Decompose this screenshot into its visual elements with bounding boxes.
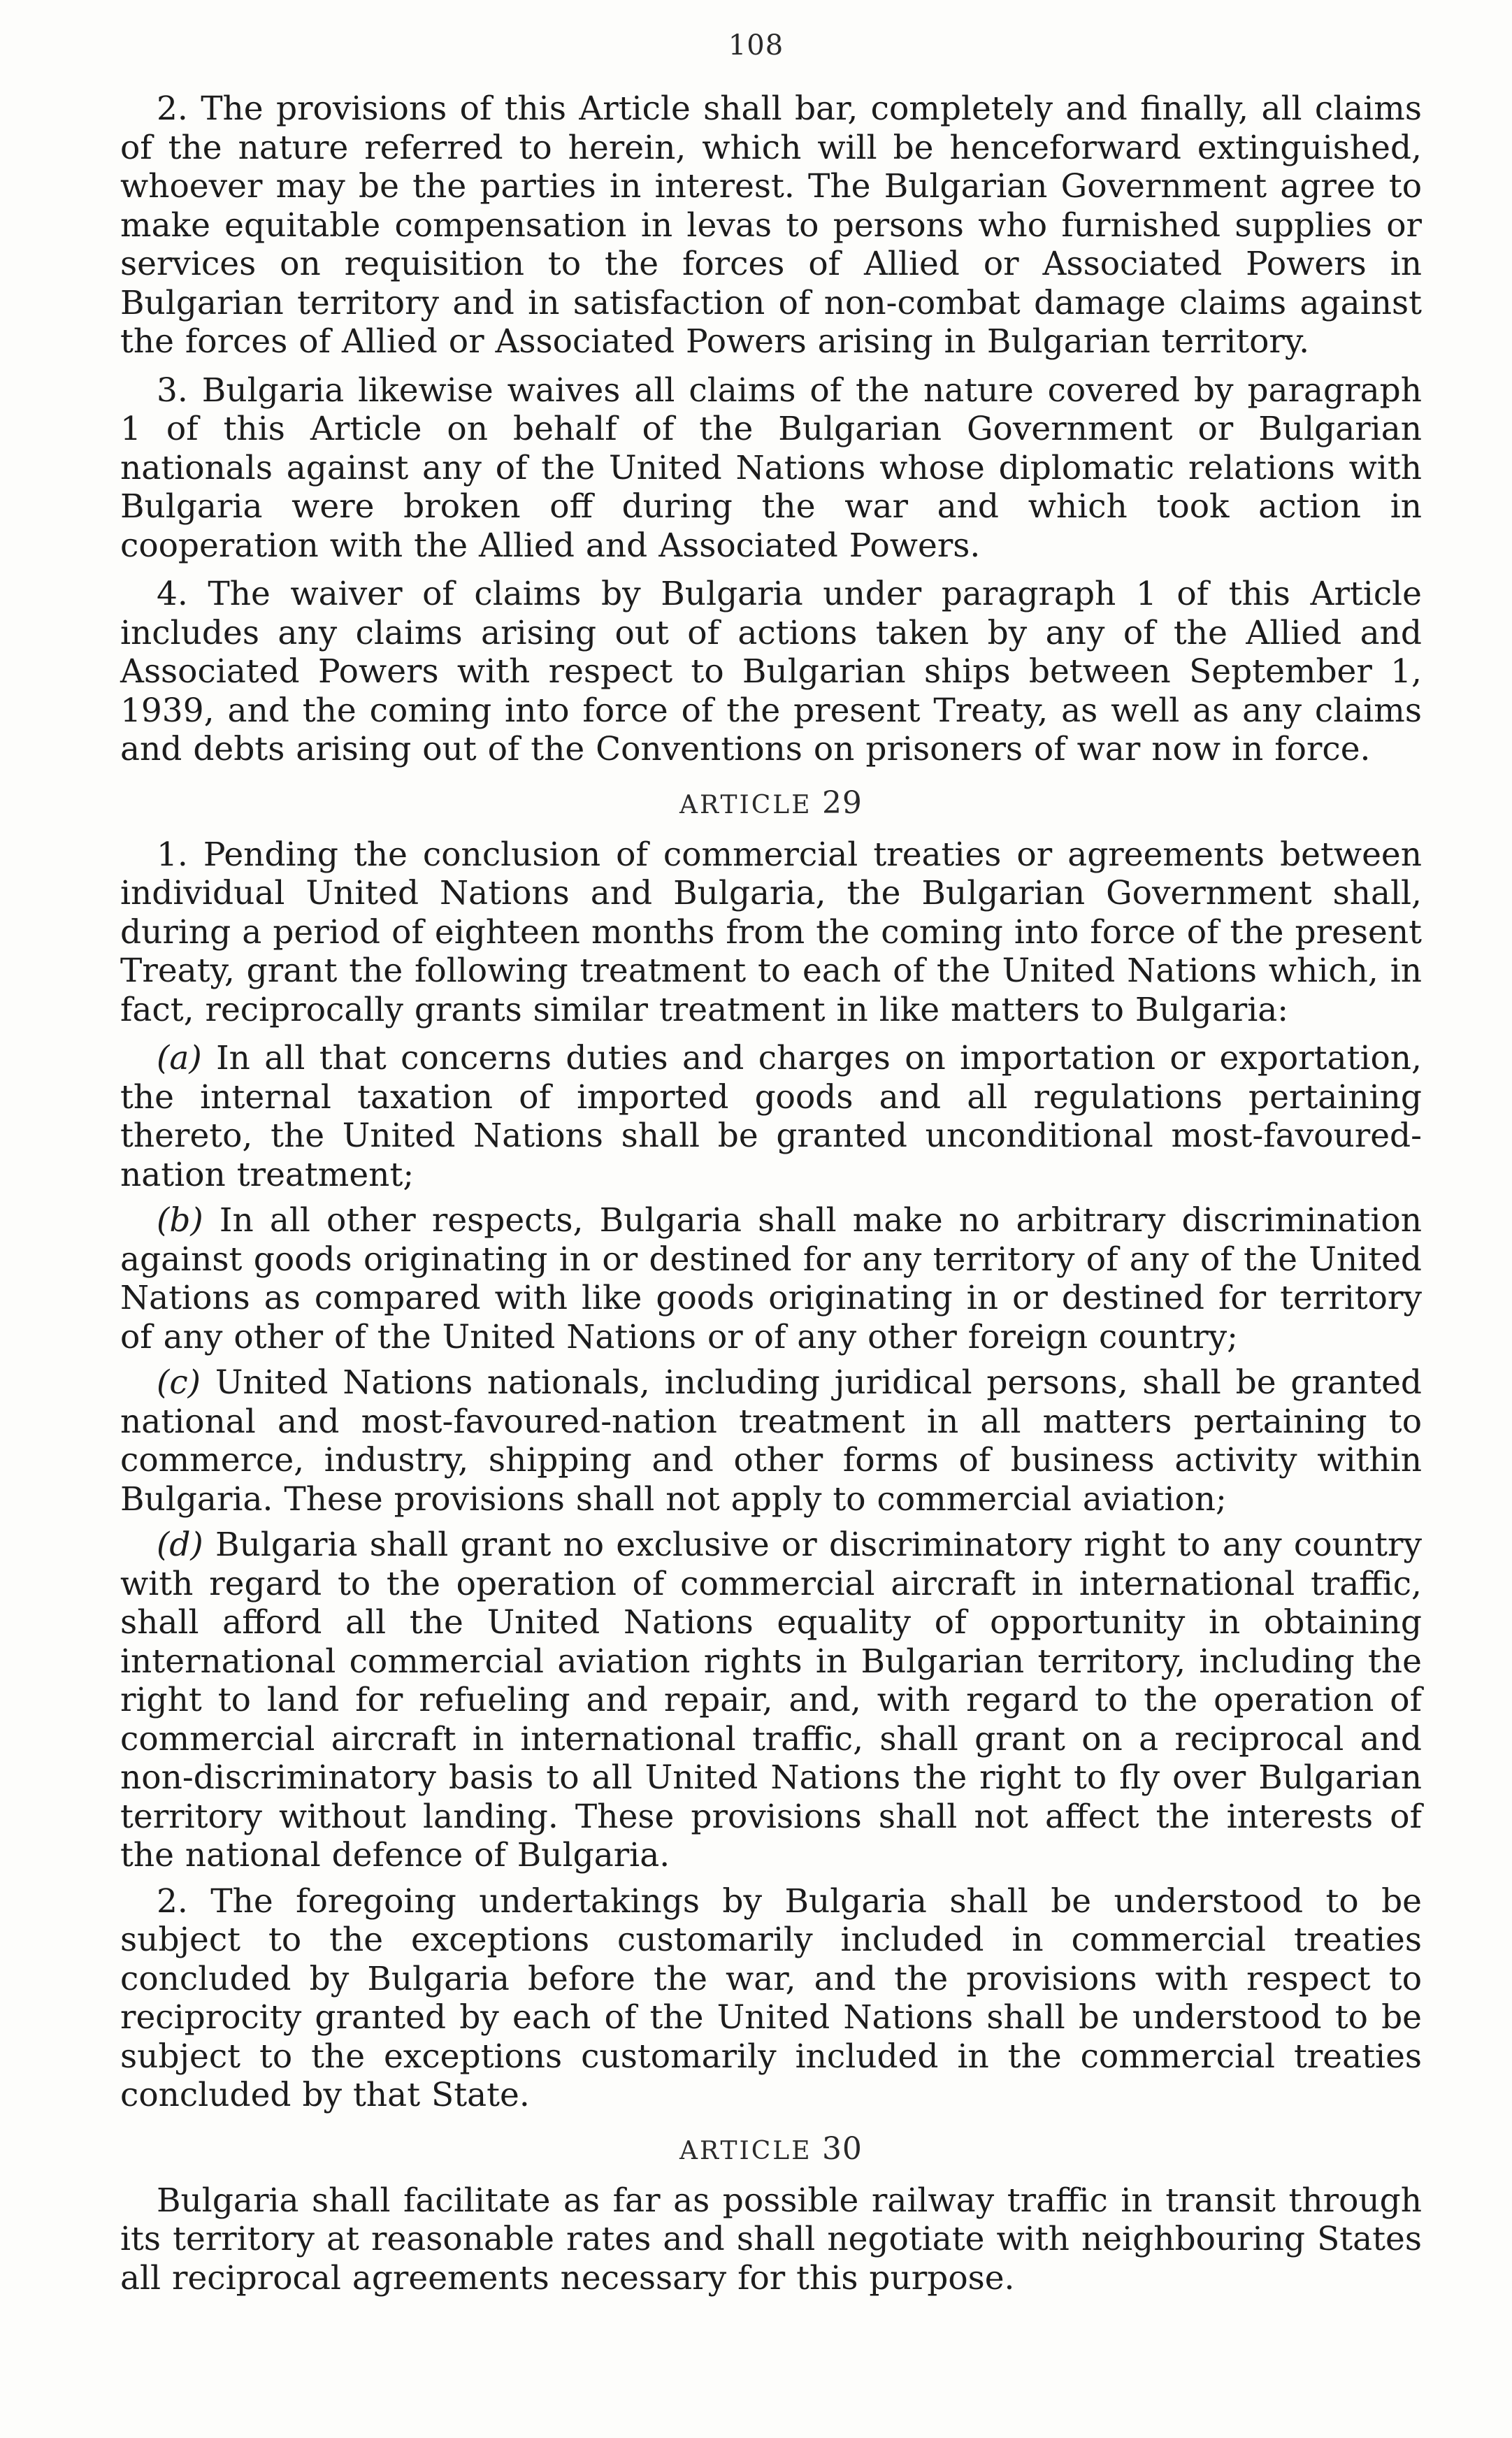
item-text: Bulgaria shall grant no exclusive or discriminatory right to any country with regard to the operation of commercial aircraft in international traffic, shall afford all the United Nations equality of opportunity in obtaining international commercial aviation rights in Bulgarian territory, including the right to land for refueling and repair, and, with regard to the operation of commercial aircraft in international traffic, shall grant on a reciprocal and non-discriminatory basis to all United Nations the right to fly over Bulgarian territory without landing. These provisions shall not affect the interests of the national defence of Bulgaria. [120, 1526, 1422, 1874]
article-29-item-c [120, 1363, 1422, 1519]
item-label: (d) [157, 1526, 203, 1564]
article-29-heading-word: ARTICLE [679, 790, 812, 819]
article-29-heading [120, 786, 1422, 823]
article-29-paragraph-2: 2. The foregoing undertakings by Bulgaria shall be understood to be subject to the exceptions customarily included in commercial treaties concluded by Bulgaria before the war, and the provisions with respect to reciprocity granted by each of the United Nations shall be understood to be subject to the exceptions customarily included in the commercial treaties concluded by that State. [120, 1881, 1422, 2114]
article-29-item-b [120, 1201, 1422, 1356]
treaty-text [120, 89, 1422, 2307]
page-number: 108 [728, 29, 784, 62]
item-text: In all that concerns duties and charges on importation or exportation, the internal taxation of imported goods and all regulations pertaining thereto, the United Nations shall be granted unconditional most-favoured-nation treatment; [120, 1039, 1422, 1194]
item-label: (c) [157, 1363, 201, 1402]
article-30-text: Bulgaria shall facilitate as far as possible railway traffic in transit through its territory at reasonable rates and shall negotiate with neighbouring States all reciprocal agreements necessary for this purpose. [120, 2181, 1422, 2297]
item-label: (a) [157, 1039, 202, 1077]
article-29-paragraph-1: 1. Pending the conclusion of commercial treaties or agreements between individual United Nations and Bulgaria, the Bulgarian Government shall, during a period of eighteen months from the coming into force of the present Treaty, grant the following treatment to each of the United Nations which, in fact, reciprocally grants similar treatment in like matters to Bulgaria: [120, 835, 1422, 1029]
item-label: (b) [157, 1201, 203, 1240]
article-28-paragraph-2: 2. The provisions of this Article shall bar, completely and finally, all claims of the nature referred to herein, which will be henceforward extinguished, whoever may be the parties in interest. The Bulgarian Government agree to make equitable compensation in levas to persons who furnished supplies or services on requisition to the forces of Allied or Associated Powers in Bulgarian territory and in satisfaction of non-combat damage claims against the forces of Allied or Associated Powers arising in Bulgarian territory. [120, 89, 1422, 361]
article-28-paragraph-4: 4. The waiver of claims by Bulgaria under paragraph 1 of this Article includes any claims arising out of actions taken by any of the Allied and Associated Powers with respect to Bulgarian ships between September 1, 1939, and the coming into force of the present Treaty, as well as any claims and debts arising out of the Conventions on prisoners of war now in force. [120, 575, 1422, 768]
article-29-heading-number: 29 [821, 784, 863, 821]
item-text: In all other respects, Bulgaria shall make no arbitrary discrimination against goods originating in or destined for any territory of any of the United Nations as compared with like goods originating in or destined for territory of any other of the United Nations or of any other foreign country; [120, 1201, 1422, 1356]
article-29-item-d [120, 1526, 1422, 1875]
article-30-heading-number: 30 [821, 2130, 863, 2167]
article-30-heading [120, 2132, 1422, 2169]
article-29-item-a [120, 1039, 1422, 1194]
article-30-heading-word: ARTICLE [679, 2136, 812, 2165]
article-28-paragraph-3: 3. Bulgaria likewise waives all claims of the nature covered by paragraph 1 of this Article on behalf of the Bulgarian Government or Bulgarian nationals against any of the United Nations whose diplomatic relations with Bulgaria were broken off during the war and which took action in cooperation with the Allied and Associated Powers. [120, 371, 1422, 565]
item-text: United Nations nationals, including juridical persons, shall be granted national and most-favoured-nation treatment in all matters pertaining to commerce, industry, shipping and other forms of business activity within Bulgaria. These provisions shall not apply to commercial aviation; [120, 1363, 1422, 1519]
